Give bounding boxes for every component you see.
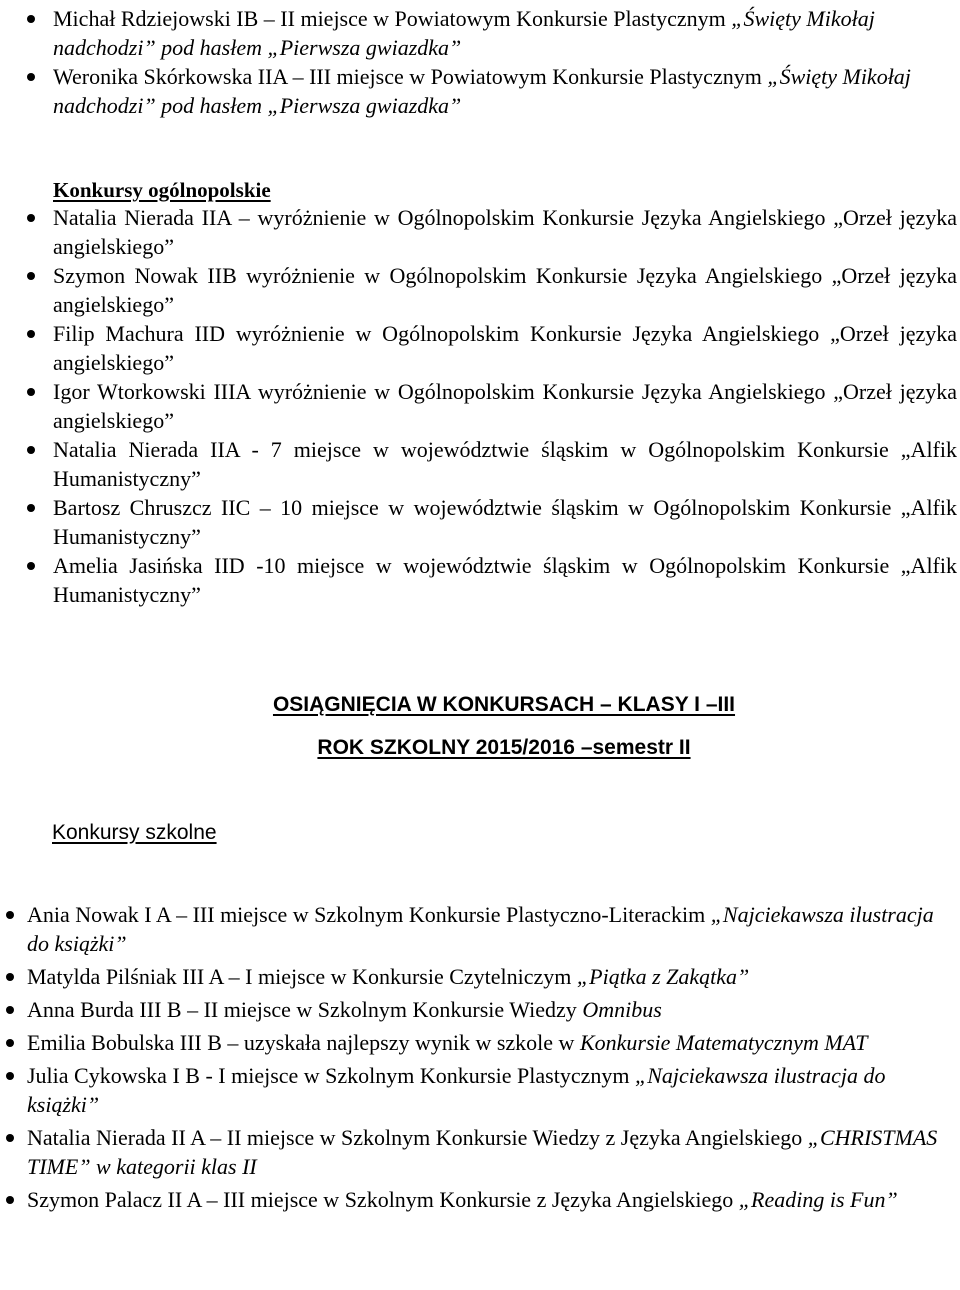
list-item-italic: „Święty Mikołaj nadchodzi” pod hasłem „Pierwsza gwiazdka”: [53, 6, 875, 60]
bullet-icon: [27, 214, 35, 222]
section-heading-school: Konkursy szkolne: [52, 821, 217, 844]
list-item-italic: „CHRISTMAS TIME” w kategorii klas II: [27, 1125, 938, 1179]
list-item-text: Natalia Nierada II A – II miejsce w Szkolnym Konkursie Wiedzy z Języka Angielskiego: [27, 1125, 808, 1150]
list-item: [27, 1123, 952, 1181]
bullet-icon: [6, 1072, 14, 1080]
bullet-icon: [27, 504, 35, 512]
list-item: [27, 1028, 952, 1057]
list-item-italic: „Piątka z Zakątka”: [576, 964, 750, 989]
national-contest-list: [53, 203, 957, 609]
list-item: [53, 493, 957, 551]
list-item: [27, 900, 952, 958]
bullet-icon: [27, 446, 35, 454]
list-item-text: Igor Wtorkowski IIIA wyróżnienie w Ogólnopolskim Konkursie Języka Angielskiego „Orzeł języka angielskiego”: [53, 379, 957, 433]
list-item-text: Julia Cykowska I B - I miejsce w Szkolnym Konkursie Plastycznym: [27, 1063, 635, 1088]
list-item-text: Emilia Bobulska III B – uzyskała najlepszy wynik w szkole w: [27, 1030, 580, 1055]
list-item-text: Szymon Palacz II A – III miejsce w Szkolnym Konkursie z Języka Angielskiego: [27, 1187, 739, 1212]
bullet-icon: [27, 15, 35, 23]
list-item-italic: „Reading is Fun”: [738, 1187, 898, 1212]
list-item-text: Michał Rdziejowski IB – II miejsce w Powiatowym Konkursie Plastycznym: [53, 6, 732, 31]
list-item: [53, 377, 957, 435]
list-item: [27, 995, 952, 1024]
list-item-italic: „Najciekawsza ilustracja do książki”: [27, 902, 934, 956]
achievements-title: OSIĄGNIĘCIA W KONKURSACH – KLASY I –III: [272, 693, 736, 716]
section-heading-national: Konkursy ogólnopolskie: [53, 178, 271, 202]
list-item-italic: „Święty Mikołaj nadchodzi” pod hasłem „Pierwsza gwiazdka”: [53, 64, 911, 118]
school-year-title: ROK SZKOLNY 2015/2016 –semestr II: [317, 736, 691, 759]
list-item: [53, 261, 957, 319]
bullet-icon: [27, 388, 35, 396]
list-item: [53, 4, 953, 62]
list-item-italic: Omnibus: [582, 997, 662, 1022]
list-item-italic: „Najciekawsza ilustracja do książki”: [27, 1063, 886, 1117]
bullet-icon: [27, 330, 35, 338]
list-item: [27, 1185, 952, 1214]
list-item: [53, 203, 957, 261]
list-item-text: Filip Machura IID wyróżnienie w Ogólnopolskim Konkursie Języka Angielskiego „Orzeł języka angielskiego”: [53, 321, 957, 375]
list-item: [53, 62, 953, 120]
list-item-text: Weronika Skórkowska IIA – III miejsce w Powiatowym Konkursie Plastycznym: [53, 64, 768, 89]
list-item-text: Szymon Nowak IIB wyróżnienie w Ogólnopolskim Konkursie Języka Angielskiego „Orzeł języka angielskiego”: [53, 263, 957, 317]
regional-contest-list: [53, 4, 953, 120]
list-item-text: Matylda Pilśniak III A – I miejsce w Konkursie Czytelniczym: [27, 964, 577, 989]
school-contest-list: [27, 900, 952, 1218]
list-item-italic: Konkursie Matematycznym MAT: [579, 1030, 868, 1055]
bullet-icon: [6, 1039, 14, 1047]
bullet-icon: [27, 272, 35, 280]
list-item-text: Amelia Jasińska IID -10 miejsce w województwie śląskim w Ogólnopolskim Konkursie „Alfik Humanistyczny”: [53, 553, 957, 607]
list-item-text: Natalia Nierada IIA – wyróżnienie w Ogólnopolskim Konkursie Języka Angielskiego „Orzeł języka angielskiego”: [53, 205, 957, 259]
list-item-text: Ania Nowak I A – III miejsce w Szkolnym Konkursie Plastyczno-Literackim: [27, 902, 711, 927]
list-item-text: Natalia Nierada IIA - 7 miejsce w województwie śląskim w Ogólnopolskim Konkursie „Alfik Humanistyczny”: [53, 437, 957, 491]
bullet-icon: [6, 1006, 14, 1014]
bullet-icon: [6, 911, 14, 919]
list-item-text: Bartosz Chruszcz IIC – 10 miejsce w województwie śląskim w Ogólnopolskim Konkursie „Alfik Humanistyczny”: [53, 495, 957, 549]
bullet-icon: [6, 1196, 14, 1204]
bullet-icon: [6, 1134, 14, 1142]
bullet-icon: [6, 973, 14, 981]
list-item: [27, 1061, 952, 1119]
list-item: [53, 435, 957, 493]
list-item-text: Anna Burda III B – II miejsce w Szkolnym Konkursie Wiedzy: [27, 997, 583, 1022]
list-item: [27, 962, 952, 991]
bullet-icon: [27, 73, 35, 81]
list-item: [53, 319, 957, 377]
list-item: [53, 551, 957, 609]
bullet-icon: [27, 562, 35, 570]
